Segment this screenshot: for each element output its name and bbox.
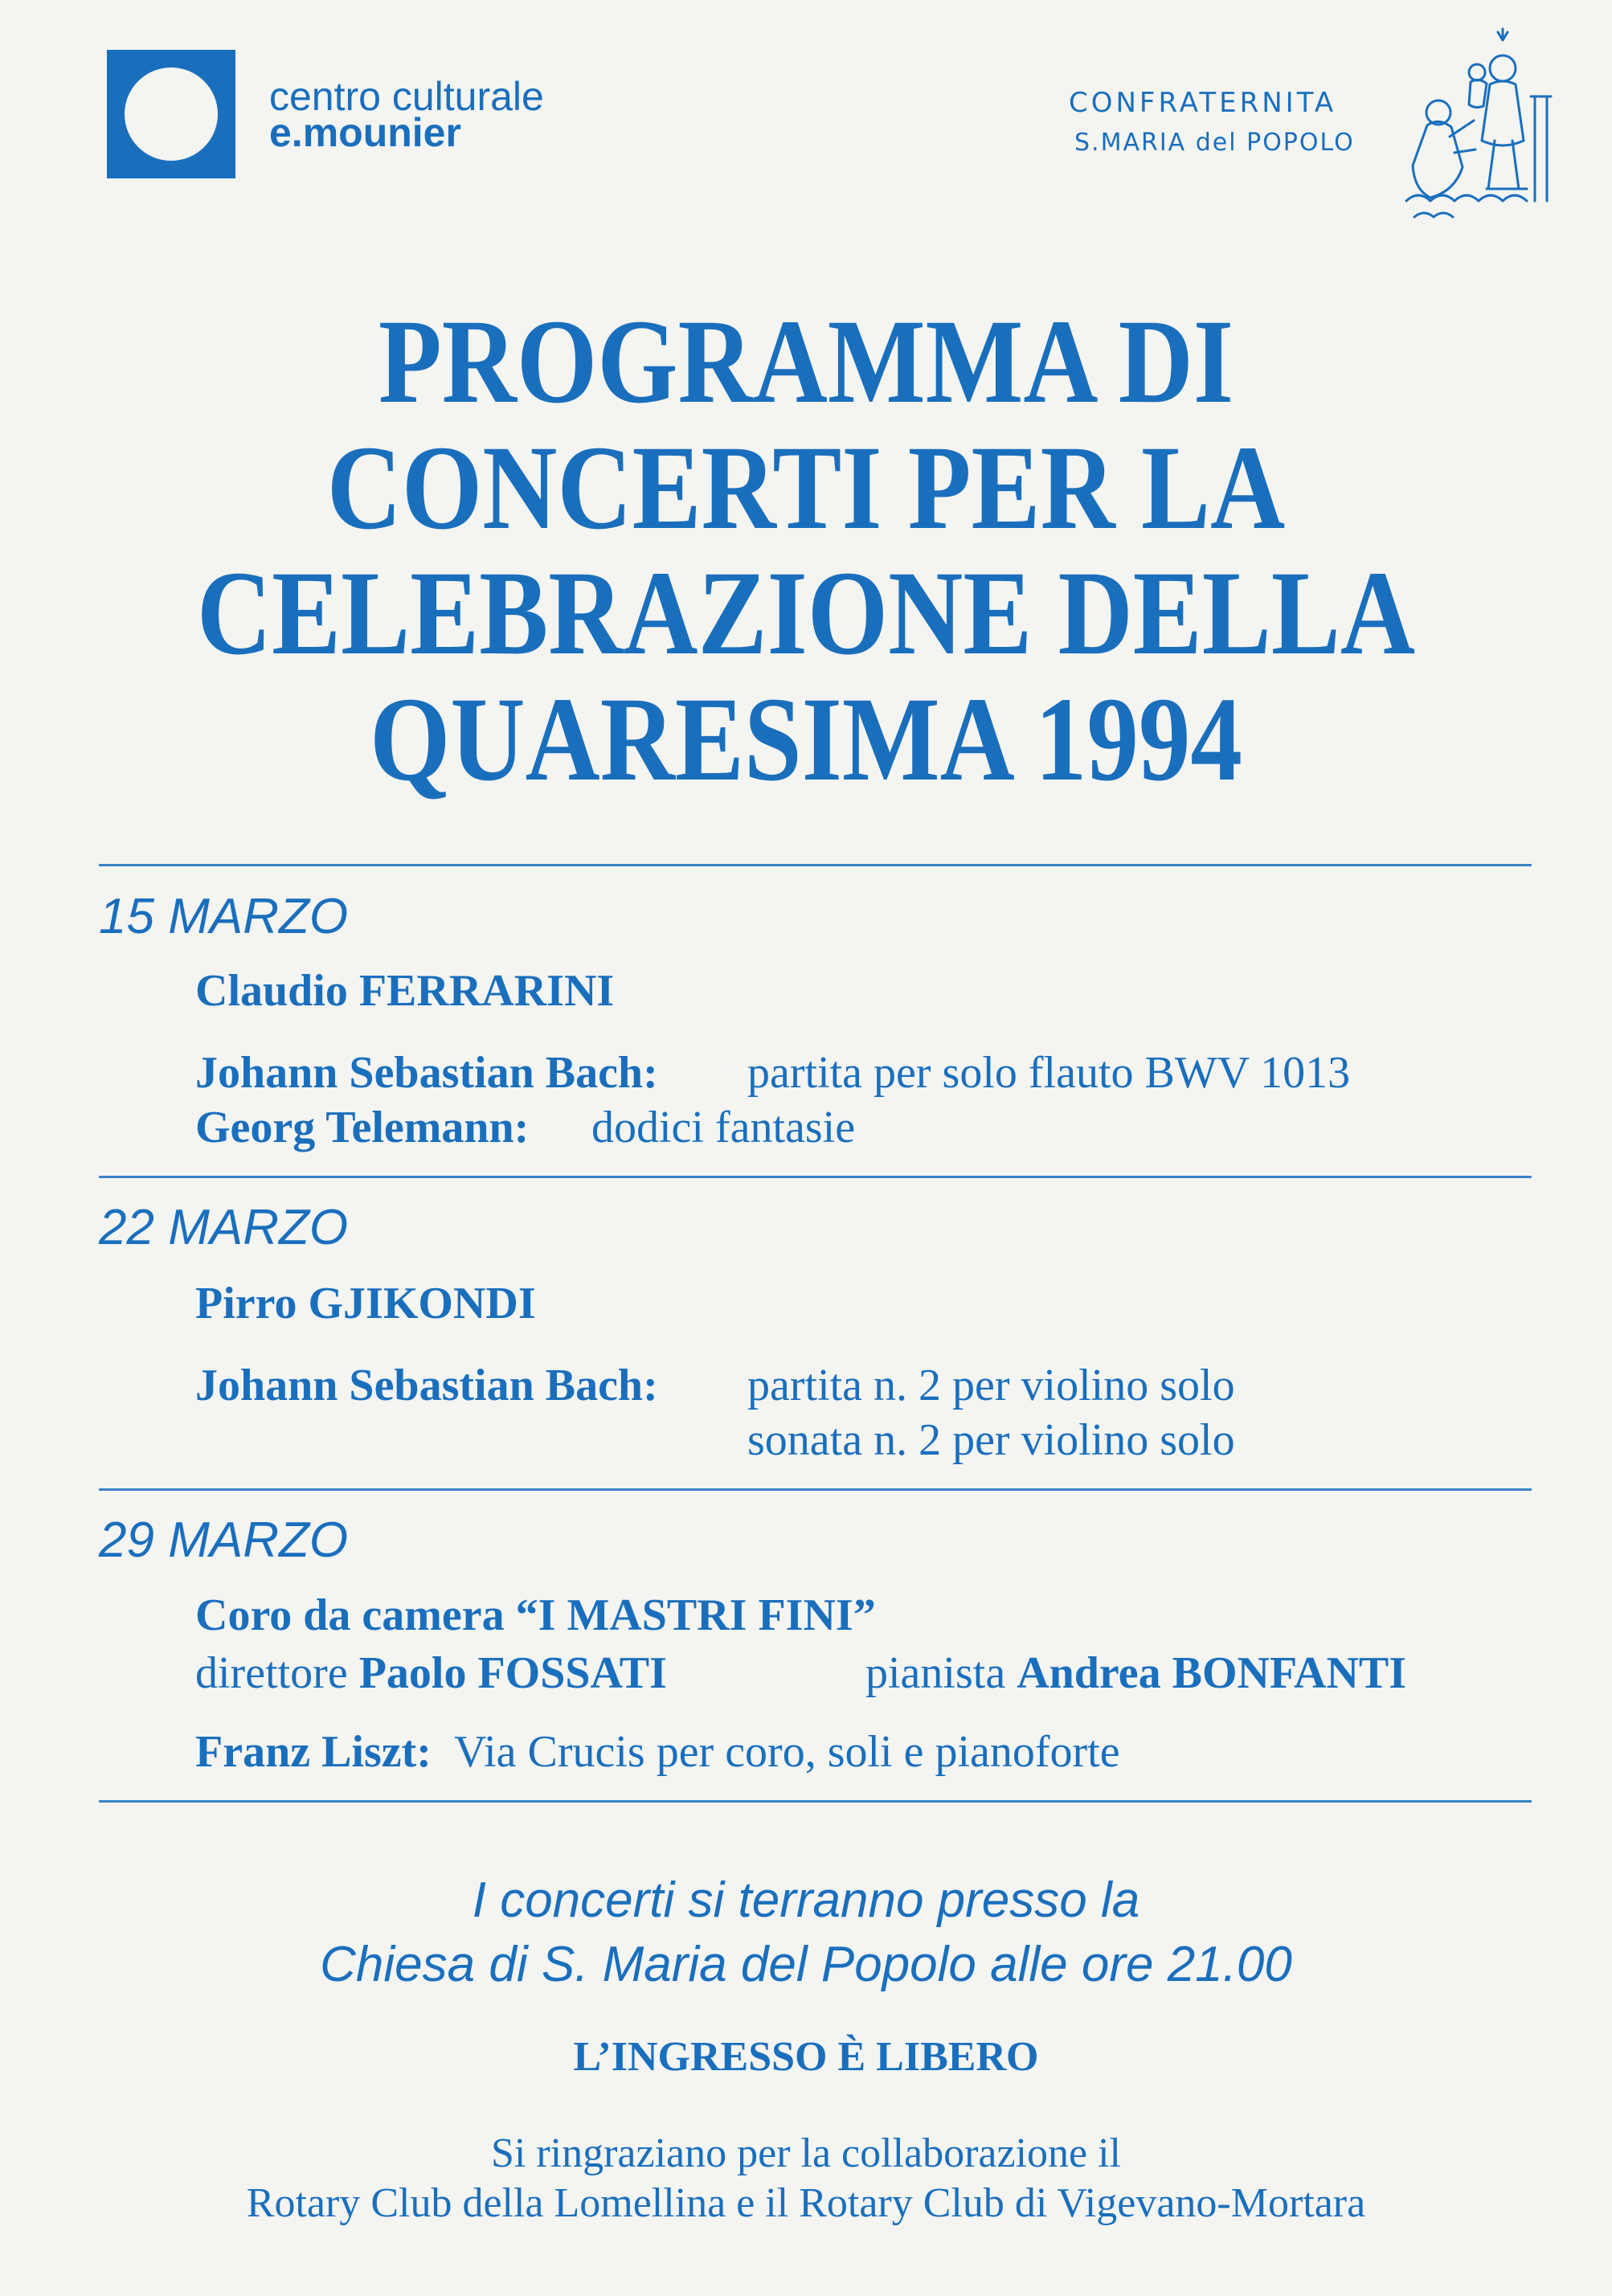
pianist-label: pianista xyxy=(865,1648,1006,1698)
confraternita-title: CONFRATERNITA xyxy=(1069,87,1337,119)
divider xyxy=(99,1176,1532,1178)
concert-composer: Franz Liszt: xyxy=(195,1727,432,1777)
concert-ensemble: Coro da camera “I MASTRI FINI” xyxy=(195,1590,876,1640)
director-label: direttore xyxy=(195,1648,348,1698)
thanks-line-2: Rotary Club della Lomellina e il Rotary Club di Vigevano-Mortara xyxy=(246,2180,1366,2226)
venue-line-2: Chiesa di S. Maria del Popolo alle ore 21.00 xyxy=(320,1937,1292,1992)
concert-composer: Johann Sebastian Bach: xyxy=(195,1048,658,1098)
divider xyxy=(99,1800,1532,1803)
title-line-4: QUARESIMA 1994 xyxy=(370,673,1242,806)
concert-composer: Georg Telemann: xyxy=(195,1103,530,1152)
concert-work: partita n. 2 per violino solo xyxy=(747,1361,1235,1410)
centro-culturale-logo xyxy=(107,50,235,178)
concert-work: dodici fantasie xyxy=(591,1103,856,1152)
admission-notice: L’INGRESSO È LIBERO xyxy=(573,2034,1039,2080)
thanks-line-1: Si ringraziano per la collaborazione il xyxy=(490,2130,1121,2176)
madonna-emblem-icon xyxy=(1382,24,1559,225)
director-credit xyxy=(195,1649,667,1697)
venue-line-1: I concerti si terranno presso la xyxy=(472,1872,1140,1928)
concert-work: partita per solo flauto BWV 1013 xyxy=(747,1048,1351,1098)
concert-composer: Johann Sebastian Bach: xyxy=(195,1361,658,1410)
divider xyxy=(99,864,1532,866)
centro-culturale-subname: e.mounier xyxy=(269,110,461,155)
concert-work: sonata n. 2 per violino solo xyxy=(747,1415,1235,1465)
title-line-3: CELEBRAZIONE DELLA xyxy=(196,546,1416,680)
divider xyxy=(99,1488,1532,1491)
concert-work: Via Crucis per coro, soli e pianoforte xyxy=(454,1727,1120,1777)
concert-performer: Claudio FERRARINI xyxy=(195,966,615,1016)
concert-date: 29 MARZO xyxy=(99,1512,349,1568)
concert-date: 22 MARZO xyxy=(99,1200,349,1255)
concert-performer: Pirro GJIKONDI xyxy=(195,1279,536,1328)
pianist-credit xyxy=(865,1649,1406,1697)
confraternita-subtitle: S.MARIA del POPOLO xyxy=(1074,129,1355,157)
centro-culturale-name: centro culturale xyxy=(269,74,544,119)
concert-date: 15 MARZO xyxy=(99,889,349,944)
pianist-name: Andrea BONFANTI xyxy=(1017,1648,1407,1698)
title-line-2: CONCERTI PER LA xyxy=(326,421,1286,555)
title-line-1: PROGRAMMA DI xyxy=(378,295,1234,428)
director-name: Paolo FOSSATI xyxy=(358,1648,667,1698)
